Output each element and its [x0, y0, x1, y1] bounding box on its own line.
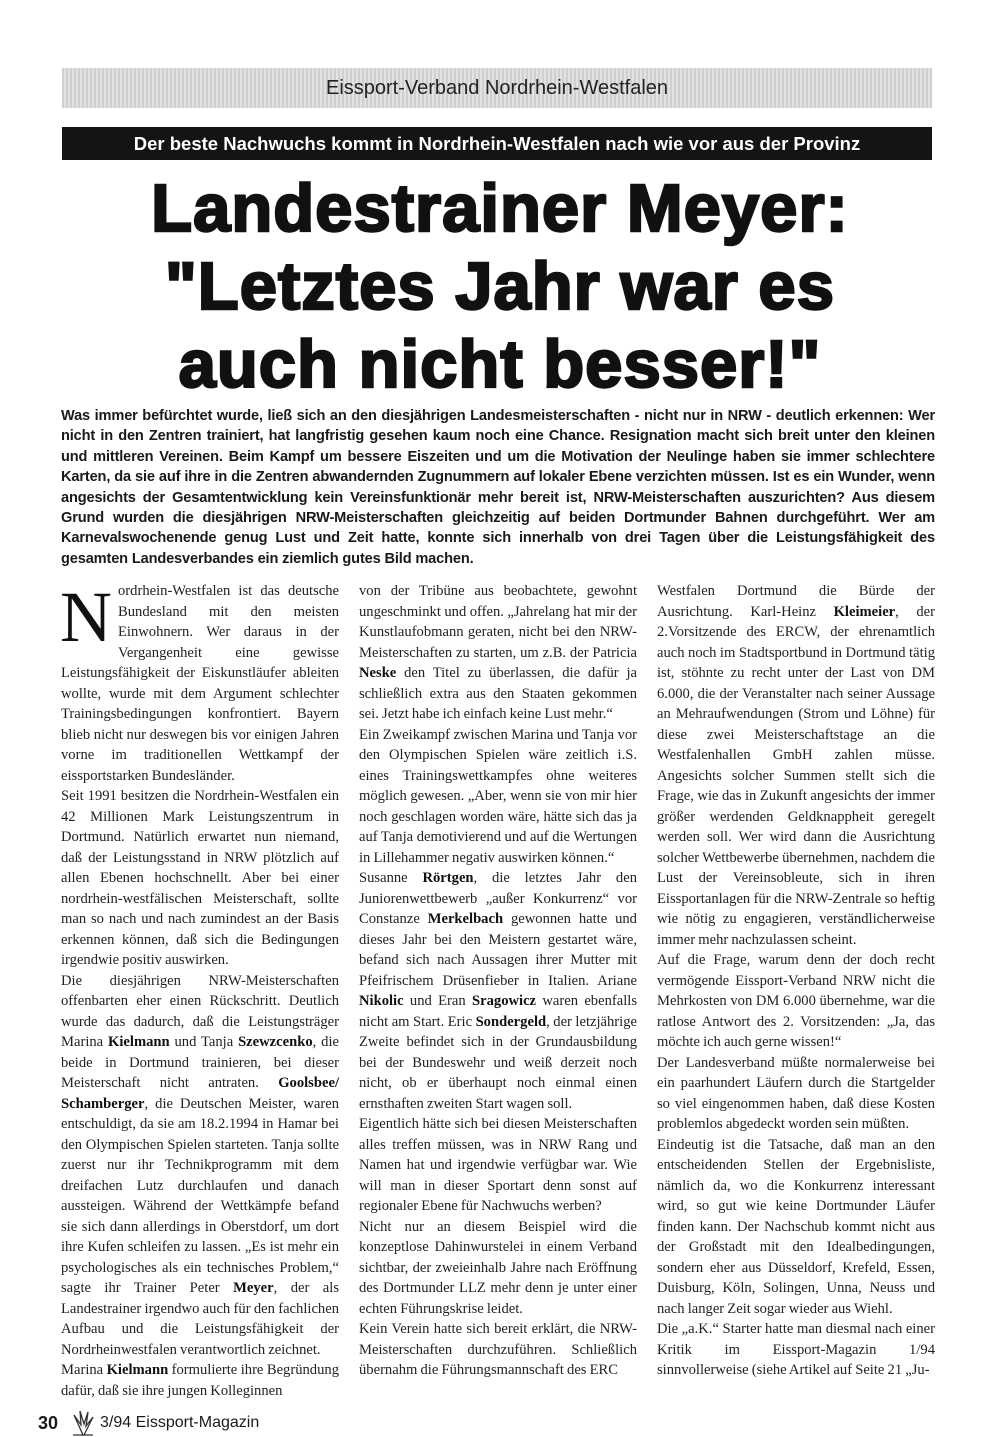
drop-cap: N [60, 577, 112, 658]
headline [40, 170, 960, 404]
paragraph: Auf die Frage, warum denn der doch recht vermögende Eissport-Verband NRW nicht die Mehrkosten von DM 6.000 übernehme, war die ratlose Antwort des 2. Vorsitzenden: „Ja, das möchte ich auch gerne wissen!“ [657, 952, 935, 1051]
article-columns [60, 577, 937, 1401]
issue-label: 3/94 Eissport-Magazin [100, 1414, 260, 1432]
bold-name: Meyer [233, 1280, 274, 1297]
bold-name: Neske [359, 665, 397, 682]
bold-name: Kielmann [106, 1362, 169, 1379]
bold-name: Szewzcenko [238, 1034, 313, 1051]
bold-name: Kielmann [108, 1034, 170, 1051]
paragraph: Marina Kielmann formulierte ihre Begründung dafür, daß sie ihre jungen Kolleginnen [61, 1362, 339, 1399]
paragraph: Nicht nur an diesem Beispiel wird die konzeptlose Dahinwurstelei in einem Verband sichtbar, der zweieinhalb Jahre nach Eröffnung des Dortmunder LLZ mehr denn je unter einer echten Führungskrise leidet. [359, 1218, 637, 1317]
paragraph: Der Landesverband müßte normalerweise bei ein paarhundert Läufern durch die Startgelder so viel eingenommen haben, daß diese Kosten problemlos abgedeckt worden sein müßten. [657, 1054, 935, 1133]
paragraph: von der Tribüne aus beobachtete, gewohnt ungeschminkt und offen. „Jahrelang hat mir der Kunstlaufobmann geraten, nicht bei den NRW-Meisterschaften zu starten, um z.B. der Patricia Neske den Titel zu überlassen, die dafür ja schließlich extra aus den Staaten gekommen sei. Jetzt habe ich einfach keine Lust mehr.“ [359, 583, 637, 723]
article-body [38, 406, 937, 1437]
bold-name: Goolsbee/ Schamberger [61, 1075, 339, 1112]
headline-line: Landestrainer Meyer: [151, 171, 849, 246]
bold-name: Sondergeld [475, 1013, 547, 1030]
bold-name: Nikolic [359, 993, 404, 1010]
page-footer [38, 1409, 937, 1437]
paragraph: Die diesjährigen NRW-Meisterschaften offenbarten eher einen Rückschritt. Deutlich wurde das dadurch, daß die Leistungsträger Marina Kielmann und Tanja Szewzcenko, die beide in Dortmund trainieren, bei dieser Meisterschaft nicht antraten. Goolsbee/ Schamberger, die Deutschen Meister, waren entschuldigt, da sie am 18.2.1994 in Hamar bei den Olympischen Spielen starteten. Tanja sollte zuerst nur ihr Technikprogramm mit dem dreifachen Lutz durchlaufen und danach aussteigen. Während der Wettkämpfe befand sie sich dann allerdings in Oberstdorf, um dort ihre Kufen schleifen zu lassen. „Es ist mehr ein psychologisches als ein technisches Problem,“ sagte ihr Trainer Peter Meyer, der als Landestrainer irgendwo auch für den fachlichen Aufbau und die Leistungsfähigkeit der Nordrheinwestfalen verantwortlich zeichnet. [61, 972, 339, 1358]
subheadline-bar: Der beste Nachwuchs kommt in Nordrhein-Westfalen nach wie vor aus der Provinz [62, 127, 932, 160]
section-kicker: Eissport-Verband Nordrhein-Westfalen [62, 68, 932, 108]
article-column [60, 577, 339, 1401]
paragraph: Seit 1991 besitzen die Nordrhein-Westfalen ein 42 Millionen Mark Leistungszentrum in Dortmund. Natürlich erwartet nun niemand, daß der Leistungsstand in NRW plötzlich auf allen Ebenen hochschnellt. Aber bei einer nordrhein-westfälischen Meisterschaft, sollte man so nach und nach zumindest an der Basis erkennen können, daß sich die Bedingungen irgendwie positiv auswirken. [61, 788, 339, 969]
paragraph: Kein Verein hatte sich bereit erklärt, die NRW-Meisterschaften durchzuführen. Schließlich übernahm die Führungsmannschaft des ERC [359, 1321, 637, 1379]
lead-paragraph: Was immer befürchtet wurde, ließ sich an den diesjährigen Landesmeisterschaften - nicht nur in NRW - deutlich erkennen: Wer nicht in den Zentren trainiert, hat langfristig gesehen kaum noch eine Chance. Resignation macht sich breit unter den kleinen und mittleren Vereinen. Beim Kampf um bessere Eiszeiten und um die Motivation der Neulinge haben sie immer schlechtere Karten, da sie auf ihre in die Zentren abwandernden Zugnummern auf lokaler Ebene verzichten müssen. Ist es ein Wunder, wenn angesichts der Gesamtentwicklung kein Vereinsfunktionär mehr bereit ist, NRW-Meisterschaften auszurichten? Aus diesem Grund wurden die diesjährigen NRW-Meisterschaften gleichzeitig auf beiden Dortmunder Bahnen durchgeführt. Wer am Karnevalswochenende genug Lust und Zeit hatte, konnte sich innerhalb von drei Tagen über die Leistungsfähigkeit des gesamten Landesverbandes ein ziemlich gutes Bild machen. [61, 408, 935, 567]
paragraph: Ein Zweikampf zwischen Marina und Tanja vor den Olympischen Spielen wäre zeitlich i.S. eines Trainingswettkampfes ohne weiteres möglich gewesen. „Aber, wenn sie von mir hier noch geschlagen worden wäre, hätte sich das ja auf Tanja demotivierend und auf die Wertungen in Lillehammer negativ auswirken können.“ [359, 726, 637, 866]
paragraph: Eindeutig ist die Tatsache, daß man an den entscheidenden Stellen der Ergebnisliste, nämlich da, wo die Konkurrenz interessant wird, so gut wie keine Dortmunder Läufer finden kann. Der Nachschub kommt nicht aus der Großstadt mit den Idealbedingungen, sondern eher aus Düsseldorf, Krefeld, Essen, Duisburg, Köln, Solingen, Unna, Neuss und nach langer Zeit sogar wieder aus Wiehl. [657, 1136, 935, 1317]
bold-name: Kleimeier [833, 603, 896, 620]
paragraph: Die „a.K.“ Starter hatte man diesmal nach einer Kritik im Eissport-Magazin 1/94 sinnvollerweise (siehe Artikel auf Seite 21 „Ju- [657, 1321, 935, 1379]
bold-name: Sragowicz [472, 993, 537, 1010]
paragraph: Nordrhein-Westfalen ist das deutsche Bundesland mit den meisten Einwohnern. Wer daraus in der Vergangenheit eine gewisse Leistungsfähigkeit der Eiskunstläufer ableiten wollte, wurde mit dem Argument schlechter Trainingsbedingungen konfrontiert. Bayern blieb nicht nur deswegen bis vor einigen Jahren vorne im traditionellen Wettkampf der eissportstarken Bundesländer. [60, 577, 339, 784]
paragraph: Susanne Rörtgen, die letztes Jahr den Juniorenwettbewerb „außer Konkurrenz“ vor Constanze Merkelbach gewonnen hatte und dieses Jahr bei den Meistern gestartet wäre, befand sich nach Aussagen ihrer Mutter mit Pfeifrischem Drüsenfieber in Italien. Ariane Nikolic und Eran Sragowicz waren ebenfalls nicht am Start. Eric Sondergeld, der letzjährige Zweite befindet sich in der Grundausbildung bei der Bundeswehr und weiß derzeit noch nicht, ob er überhaupt noch einmal einen ernsthaften zweiten Start wagen soll. [359, 870, 638, 1112]
article-column [359, 581, 637, 1381]
bold-name: Merkelbach [427, 911, 504, 928]
headline-line: auch nicht besser!" [178, 327, 822, 402]
paragraph: Eigentlich hätte sich bei diesen Meisterschaften alles treffen müssen, was in NRW Rang und Namen hat und irgendwie verfügbar war. Wie will man in dieser Sportart denn sonst auf regionaler Ebene für Nachwuchs werben? [359, 1116, 637, 1215]
headline-line: "Letztes Jahr war es [165, 249, 835, 324]
bold-name: Rörtgen [422, 870, 474, 887]
paragraph: Westfalen Dortmund die Bürde der Ausrichtung. Karl-Heinz Kleimeier, der 2.Vorsitzende des ERCW, der ehrenamtlich auch noch im Stadtsportbund in Dortmund tätig ist, stöhnte zu recht unter der Last von DM 6.000, die der Veranstalter nach seiner Aussage an Mehraufwendungen (Strom und Löhne) für diese zwei Meisterschaftstage an die Westfalenhallen GmbH zahlen müsse. Angesichts solcher Summen stellt sich die Frage, wie das in Zukunft angesichts der immer größer werdenden Geldknappheit geregelt werden soll. Wer wird dann die Ausrichtung solcher Wettbewerbe übernehmen, nachdem die Lust der Vereinsobleute, sich in ihren Eissportanlagen für die NRW-Zentrale so heftig wie nötig zu engagieren, verständlicherweise immer mehr nachzulassen scheint. [657, 583, 935, 948]
page-number: 30 [38, 1412, 59, 1433]
magazine-logo-icon [70, 1409, 96, 1437]
article-column [657, 581, 935, 1381]
